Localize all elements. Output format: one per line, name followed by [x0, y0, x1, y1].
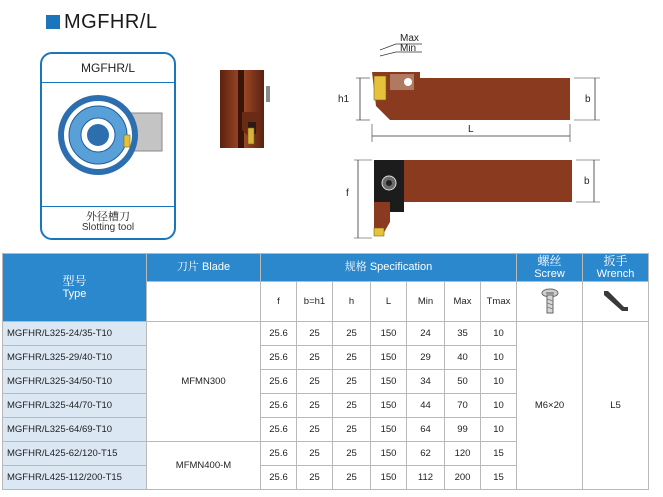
top-view-drawing	[340, 150, 610, 246]
value-cell: 25.6	[261, 442, 297, 466]
value-cell: 150	[371, 466, 407, 490]
title-marker	[46, 15, 60, 29]
slotting-diagram	[42, 83, 174, 206]
value-cell: 25	[333, 418, 371, 442]
value-cell: 150	[371, 346, 407, 370]
col-min: Min	[407, 282, 445, 322]
type-cell: MGFHR/L425-112/200-T15	[3, 466, 147, 490]
value-cell: 62	[407, 442, 445, 466]
screw-header	[517, 254, 583, 282]
side-view-drawing	[330, 30, 610, 148]
blade-subheader-empty	[147, 282, 261, 322]
col-max: Max	[445, 282, 481, 322]
spec-header: 规格 Specification	[261, 254, 517, 282]
value-cell: 25	[297, 394, 333, 418]
value-cell: 29	[407, 346, 445, 370]
col-f: f	[261, 282, 297, 322]
value-cell: 150	[371, 394, 407, 418]
type-cell: MGFHR/L425-62/120-T15	[3, 442, 147, 466]
col-b-h1: b=h1	[297, 282, 333, 322]
card-title: MGFHR/L	[81, 61, 135, 75]
value-cell: 25	[333, 370, 371, 394]
blade-header: 刀片 Blade	[147, 254, 261, 282]
value-cell: 150	[371, 370, 407, 394]
type-cell: MGFHR/L325-44/70-T10	[3, 394, 147, 418]
value-cell: 25	[297, 466, 333, 490]
value-cell: 34	[407, 370, 445, 394]
value-cell: 150	[371, 418, 407, 442]
value-cell: 25	[333, 322, 371, 346]
value-cell: 150	[371, 322, 407, 346]
wrench-header-en: Wrench	[596, 268, 635, 280]
value-cell: 99	[445, 418, 481, 442]
max-label: Max	[400, 33, 419, 44]
value-cell: 24	[407, 322, 445, 346]
value-cell: 25	[333, 346, 371, 370]
value-cell: 25	[297, 370, 333, 394]
wrench-header	[583, 254, 649, 282]
value-cell: 112	[407, 466, 445, 490]
value-cell: 200	[445, 466, 481, 490]
value-cell: 120	[445, 442, 481, 466]
b-label-top: b	[585, 94, 591, 105]
type-header-cn: 型号	[62, 274, 87, 288]
value-cell: 25	[297, 322, 333, 346]
value-cell: 10	[481, 370, 517, 394]
screw-header-en: Screw	[534, 268, 565, 280]
screw-icon-cell	[517, 282, 583, 322]
screw-cell: M6×20	[517, 322, 583, 490]
value-cell: 25	[297, 418, 333, 442]
wrench-icon-cell	[583, 282, 649, 322]
value-cell: 15	[481, 466, 517, 490]
L-label: L	[468, 124, 474, 135]
value-cell: 25	[333, 394, 371, 418]
value-cell: 25.6	[261, 346, 297, 370]
blade-cell: MFMN400-M	[147, 442, 261, 490]
card-divider	[42, 206, 174, 207]
value-cell: 25	[297, 346, 333, 370]
table-row	[3, 322, 649, 346]
wrench-header-cn: 扳手	[603, 254, 628, 268]
value-cell: 150	[371, 442, 407, 466]
col-tmax: Tmax	[481, 282, 517, 322]
col-L: L	[371, 282, 407, 322]
value-cell: 25.6	[261, 322, 297, 346]
wrench-cell: L5	[583, 322, 649, 490]
value-cell: 70	[445, 394, 481, 418]
value-cell: 25	[333, 466, 371, 490]
min-label: Min	[400, 43, 417, 54]
type-cell: MGFHR/L325-64/69-T10	[3, 418, 147, 442]
b-label-bottom: b	[584, 176, 590, 187]
value-cell: 35	[445, 322, 481, 346]
card-label-cn: 外径槽刀	[86, 211, 130, 223]
h1-label: h1	[338, 94, 350, 105]
value-cell: 10	[481, 346, 517, 370]
type-cell: MGFHR/L325-24/35-T10	[3, 322, 147, 346]
type-cell: MGFHR/L325-34/50-T10	[3, 370, 147, 394]
value-cell: 40	[445, 346, 481, 370]
blade-cell: MFMN300	[147, 322, 261, 442]
value-cell: 50	[445, 370, 481, 394]
col-h: h	[333, 282, 371, 322]
value-cell: 25	[333, 442, 371, 466]
hex-key-icon	[598, 287, 634, 317]
value-cell: 25.6	[261, 394, 297, 418]
value-cell: 64	[407, 418, 445, 442]
page-title: MGFHR/L	[64, 11, 158, 33]
product-card	[40, 52, 176, 240]
spec-table	[2, 253, 649, 490]
type-header-en: Type	[62, 288, 87, 300]
value-cell: 15	[481, 442, 517, 466]
card-label-en: Slotting tool	[81, 222, 135, 233]
value-cell: 25.6	[261, 466, 297, 490]
f-label: f	[346, 188, 349, 199]
tool-photo	[214, 68, 284, 153]
value-cell: 10	[481, 322, 517, 346]
value-cell: 25	[297, 442, 333, 466]
type-cell: MGFHR/L325-29/40-T10	[3, 346, 147, 370]
value-cell: 25.6	[261, 370, 297, 394]
value-cell: 10	[481, 418, 517, 442]
value-cell: 25.6	[261, 418, 297, 442]
screw-header-cn: 螺丝	[537, 254, 562, 268]
type-header	[3, 254, 147, 322]
screw-icon	[539, 287, 561, 317]
value-cell: 10	[481, 394, 517, 418]
value-cell: 44	[407, 394, 445, 418]
